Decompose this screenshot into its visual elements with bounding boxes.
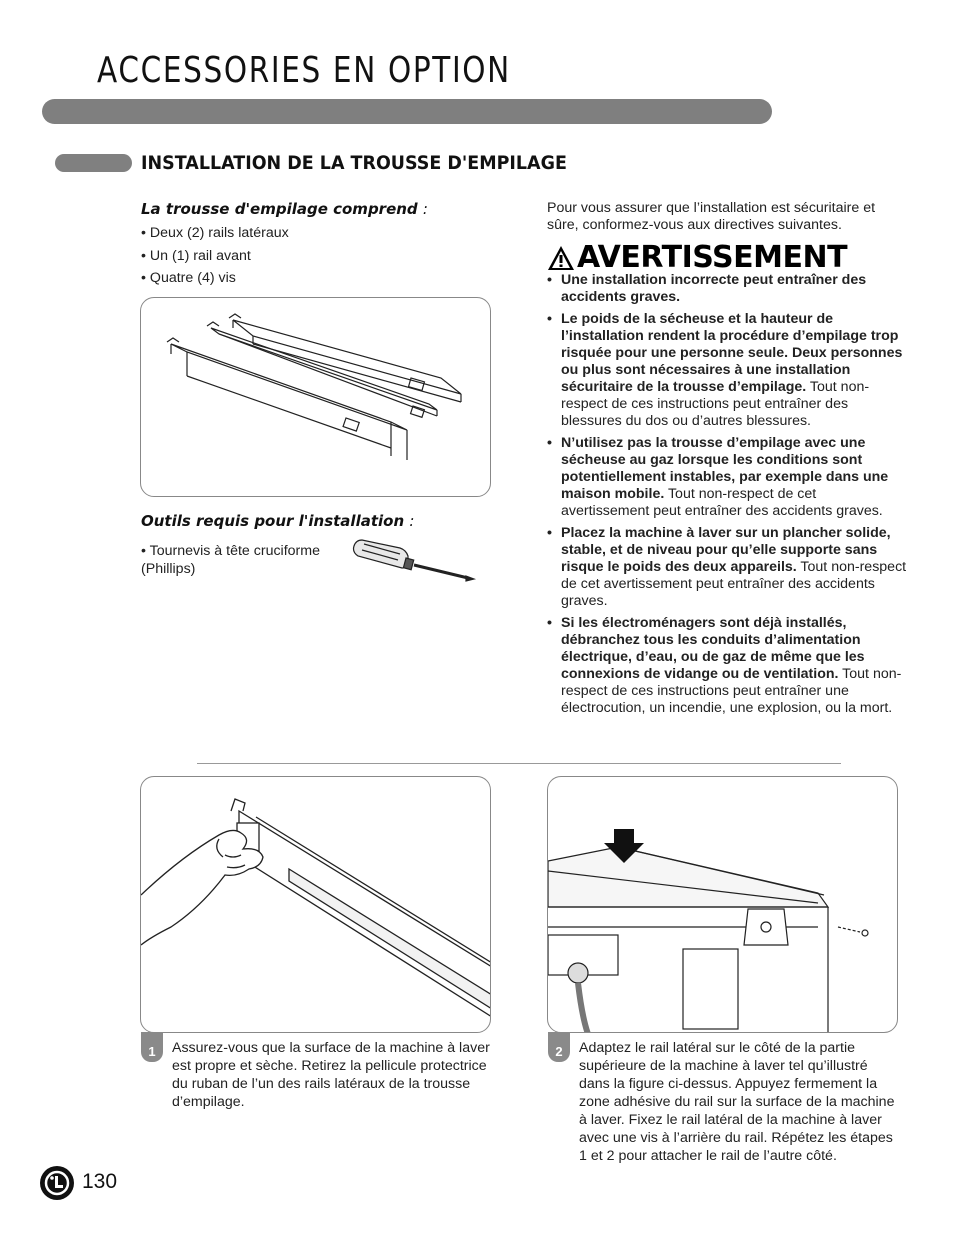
warning-item-bold: Une installation incorrecte peut entraîner des accidents graves. <box>561 272 867 305</box>
page-title: ACCESSORIES EN OPTION <box>97 50 511 91</box>
warning-item <box>547 311 907 430</box>
section-divider <box>197 763 841 764</box>
step-number-badge: 2 <box>548 1032 570 1062</box>
tools-heading <box>141 512 414 530</box>
step2-drawing <box>548 777 898 1033</box>
kit-item: • Quatre (4) vis <box>141 267 289 290</box>
rails-illustration <box>140 297 491 497</box>
warning-item <box>547 272 907 306</box>
warning-item-normal: Tout non-respect de ces instructions peut entraîner des blessures du dos ou d’autres blessures. <box>561 379 870 429</box>
warning-intro: Pour vous assurer que l’installation est sécuritaire et sûre, conformez-vous aux directives suivantes. <box>547 200 876 233</box>
warning-item-bold: Placez la machine à laver sur un plancher solide, stable, et de niveau pour qu’elle supporte sans risque le poids des deux appareils. <box>561 525 891 575</box>
kit-heading <box>141 200 428 218</box>
warning-item-normal: Tout non-respect de ces instructions peut entraîner une électrocution, un incendie, une explosion, ou la mort. <box>561 666 902 716</box>
warning-list <box>547 272 907 722</box>
kit-item: • Un (1) rail avant <box>141 245 289 268</box>
step-2-text: Adaptez le rail latéral sur le côté de la partie supérieure de la machine à laver tel qu’illustré dans la figure ci-dessus. Appuyez fermement la zone adhésive du rail sur la surface de la machine à laver. Fixez le rail latéral de la machine à laver avec une vis à l’arrière du rail. Répétez les étapes 1 et 2 pour attacher le rail de l’autre côté. <box>579 1040 895 1164</box>
screwdriver-icon <box>350 538 480 586</box>
warning-item <box>547 435 907 520</box>
warning-heading-text: AVERTISSEMENT <box>577 240 848 275</box>
tool-item: • Tournevis à tête cruciforme (Phillips) <box>141 543 320 577</box>
warning-heading <box>547 240 847 275</box>
warning-item-bold: Si les électroménagers sont déjà installés, débranchez tous les conduits d’alimentation électrique, d’eau, ou de gaz de même que les connexions de vidange ou de ventilation. <box>561 615 865 682</box>
kit-heading-colon: : <box>422 200 428 218</box>
warning-triangle-icon <box>547 245 575 271</box>
title-bar <box>42 99 772 124</box>
step-1-text: Assurez-vous que la surface de la machine à laver est propre et sèche. Retirez la pellicule protectrice du ruban de l’un des rails latéraux de la trousse d’empilage. <box>172 1040 490 1110</box>
rails-drawing <box>141 298 491 497</box>
section-title: INSTALLATION DE LA TROUSSE D'EMPILAGE <box>141 152 567 174</box>
step-number-badge: 1 <box>141 1032 163 1062</box>
page-number: 130 <box>82 1170 118 1193</box>
tools-heading-text: Outils requis pour l'installation <box>141 512 405 530</box>
step1-drawing <box>141 777 491 1033</box>
lg-logo-icon <box>40 1166 74 1200</box>
section-pill <box>55 154 132 172</box>
warning-item-bold: Le poids de la sécheuse et la hauteur de l’installation rendent la procédure d’empilage trop risquée pour une personne seule. Deux personnes ou plus sont nécessaires à une installation sécuritaire de la trousse d’empilage. <box>561 311 903 395</box>
warning-item <box>547 525 907 610</box>
tools-heading-colon: : <box>409 512 415 530</box>
step2-illustration <box>547 776 898 1033</box>
kit-list <box>141 222 289 290</box>
kit-heading-text: La trousse d'empilage comprend <box>141 200 418 218</box>
kit-item: • Deux (2) rails latéraux <box>141 222 289 245</box>
step1-illustration <box>140 776 491 1033</box>
warning-item-normal: Tout non-respect de cet avertissement peut entraîner des accidents graves. <box>561 486 883 519</box>
warning-item-bold: N’utilisez pas la trousse d’empilage avec une sécheuse au gaz lorsque les conditions sont potentiellement instables, par exemple dans une maison mobile. <box>561 435 889 502</box>
warning-item <box>547 615 907 717</box>
warning-item-normal: Tout non-respect de cet avertissement peut entraîner des accidents graves. <box>561 559 907 609</box>
